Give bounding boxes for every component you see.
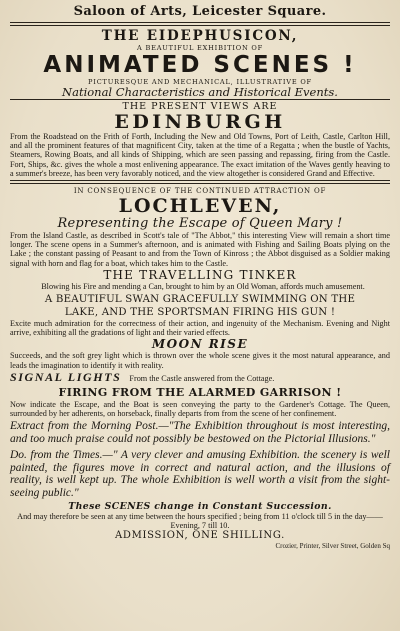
swan-line-1: A BEAUTIFUL SWAN GRACEFULLY SWIMMING ON THE (44, 294, 356, 306)
garrison-title: FIRING FROM THE ALARMED GARRISON ! (58, 385, 342, 399)
divider (10, 22, 390, 26)
exhibition-title: THE EIDEPHUSICON, (101, 28, 299, 44)
tinker-title: THE TRAVELLING TINKER (103, 267, 297, 282)
tinker-text: Blowing his Fire and mending a Can, brought to him by an Old Woman, affords much amusement. (41, 281, 365, 291)
subtitle-italic: National Characteristics and Historical Events. (62, 85, 338, 99)
edinburgh-description: From the Roadstead on the Frith of Forth, Including the New and Old Towns, Port of Leith, Castle, Carlton Hill, and all the prominent features of that magnificent City, taken at the time of a Regatta ; when the bustle of Yachts, Steamers, Rowing Boats, and all kinds of Shipping, which are seen passing and repassing, firing from the Castle. Fort, Ships, &c. gives the whole a most enlivening appearance. The exact imitation of the Waves gently heaving to a summer's breeze, has been very favorably noticed, and the view altogether is considered Grand and Effective. (10, 132, 390, 178)
opening-hours: And may therefore be seen at any time between the hours specified ; being from 11 o'clock till 5 in the day——Evening, 7 till 10. (17, 512, 383, 531)
divider (10, 99, 390, 100)
present-views-line: THE PRESENT VIEWS ARE (122, 101, 278, 112)
escape-headline: Representing the Escape of Queen Mary ! (57, 216, 343, 232)
review-morning-post: Extract from the Morning Post.—"The Exhibition throughout is most interesting, and too much praise could not possibly be bestowed on the Pictorial Illusions." (10, 420, 390, 446)
moon-rise-title: MOON RISE (151, 337, 249, 352)
signal-lights-text: From the Castle answered from the Cottage. (129, 373, 275, 383)
lochleven-description: From the Island Castle, as described in Scott's tale of "The Abbot," this interesting View will remain a short time longer. The scene opens in a Summer's afternoon, and is animated with Fishing and Sailing Boats plying on the Lake ; the constant passing of Peasant to and from the Town of Kinross ; the Abbot disguised as a Soldier making signal with horn and flag for a boat, which takes him to the Castle. (10, 231, 390, 268)
consequence-line: IN CONSEQUENCE OF THE CONTINUED ATTRACTION OF (73, 187, 327, 196)
main-headline: ANIMATED SCENES ! (43, 52, 357, 78)
admission-price: ADMISSION, ONE SHILLING. (114, 530, 286, 542)
venue-title: Saloon of Arts, Leicester Square. (73, 4, 327, 19)
divider (10, 180, 390, 184)
constant-succession: These SCENES change in Constant Succession. (68, 501, 332, 513)
subtitle-caps: PICTURESQUE AND MECHANICAL, ILLUSTRATIVE OF (88, 78, 312, 86)
signal-row (10, 370, 390, 386)
garrison-text: Now indicate the Escape, and the Boat is seen conveying the party to the Gardener's Cottage. The Queen, surrounded by her adherents, on horseback, finally departs from from the scene of her confinement. (10, 399, 390, 419)
printer-imprint: Crozier, Printer, Silver Street, Golden Sq (275, 542, 390, 551)
edinburgh-title: EDINBURGH (114, 111, 286, 133)
swan-text: Excite much admiration for the correctness of their action, and ingenuity of the Mechanism. Evening and Night arrive, exhibiting all the gradations of light and their varied effects. (10, 319, 390, 338)
moon-rise-text: Succeeds, and the soft grey light which is thrown over the whole scene gives it the most natural appearance, and leads the imagination to identify it with reality. (10, 351, 390, 370)
lochleven-title: LOCHLEVEN, (118, 195, 282, 218)
review-times: Do. from the Times.—" A very clever and amusing Exhibition. the scenery is well painted, the figures move in correct and natural action, and the illusions of reality, is well kept up. The whole Exhibition is well worth a visit from the sight-seeing public." (10, 448, 390, 500)
signal-lights-title: SIGNAL LIGHTS (10, 369, 122, 384)
intro-line: A BEAUTIFUL EXHIBITION OF (136, 44, 263, 52)
swan-line-2: LAKE, AND THE SPORTSMAN FIRING HIS GUN ! (64, 307, 336, 319)
